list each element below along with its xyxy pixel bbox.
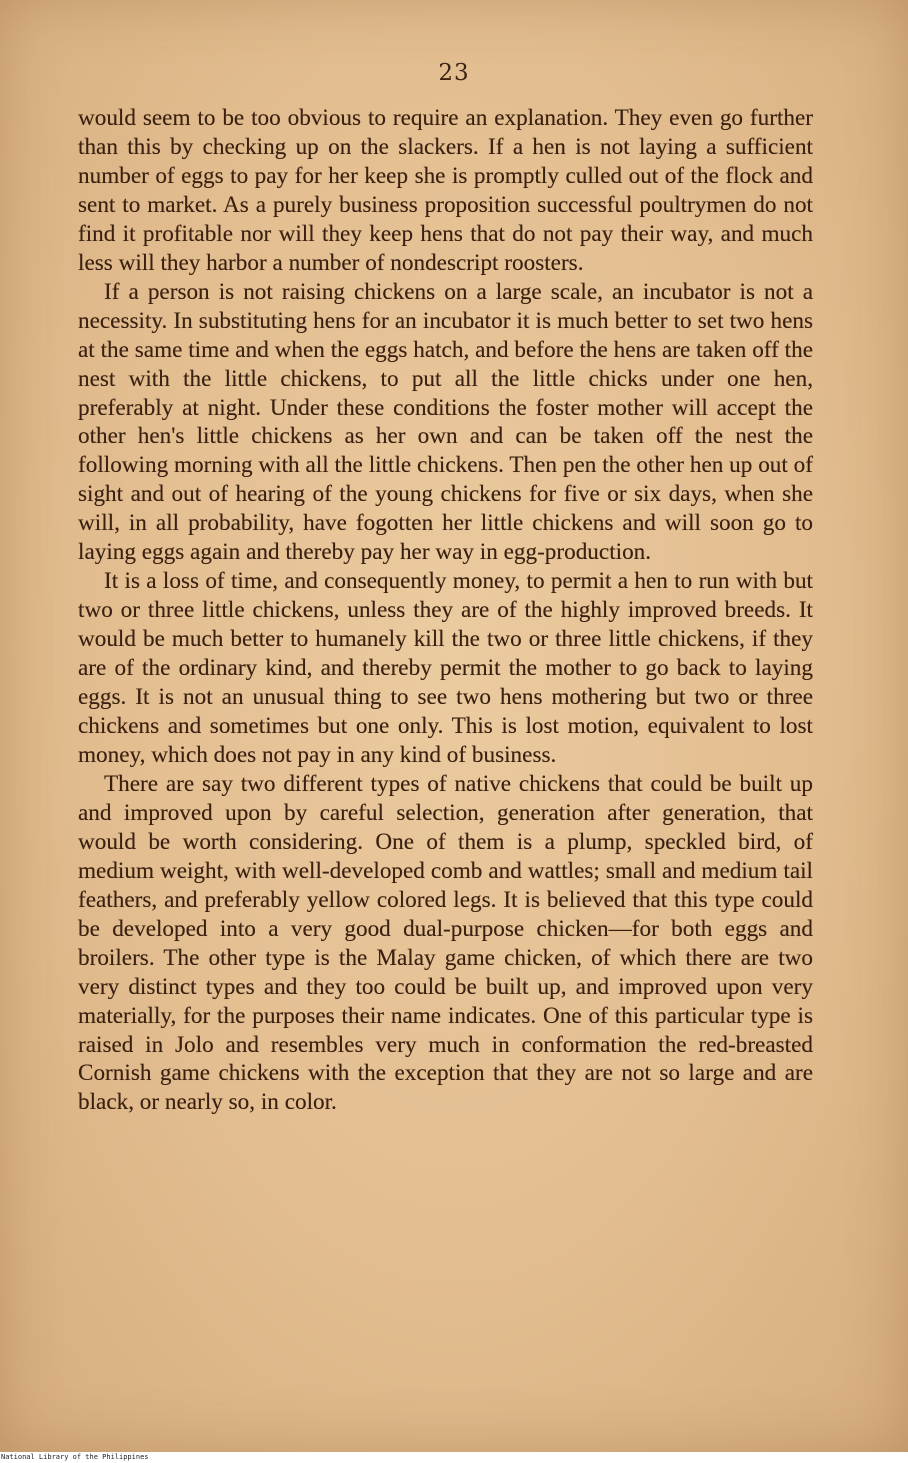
page-number: 23 (438, 60, 470, 86)
paragraph-1: would seem to be too obvious to require an explanation. They even go further than this by checking up on the slackers. If a hen is not laying a sufficient number of eggs to pay for her keep she is promptly culled out of the flock and sent to market. As a purely business proposition successful poultrymen do not find it profitable nor will they keep hens that do not pay their way, and much less will they harbor a number of nondescript roosters. (78, 105, 813, 276)
footer-bar (0, 1452, 908, 1463)
body-text (78, 104, 813, 1117)
paragraph-2: If a person is not raising chickens on a large scale, an incubator is not a necessity. In substituting hens for an incubator it is much better to set two hens at the same time and when the eggs hatch, and before the hens are taken off the nest with the little chickens, to put all the little chicks under one hen, preferably at night. Under these conditions the foster mother will accept the other hen's little chickens as her own and can be taken off the nest the following morning with all the little chickens. Then pen the other hen up out of sight and out of hearing of the young chickens for five or six days, when she will, in all probability, have fogotten her little chickens and will soon go to laying eggs again and thereby pay her way in egg-production. (78, 278, 813, 566)
library-credit: National Library of the Philippines (1, 1453, 149, 1461)
paragraph-3: It is a loss of time, and consequently money, to permit a hen to run with but two or three little chickens, unless they are of the highly improved breeds. It would be much better to humanely kill the two or three little chickens, if they are of the ordinary kind, and thereby permit the mother to go back to laying eggs. It is not an unusual thing to see two hens mothering but two or three chickens and sometimes but one only. This is lost motion, equivalent to lost money, which does not pay in any kind of business. (78, 568, 813, 768)
paragraph-4: There are say two different types of native chickens that could be built up and improved upon by careful selection, generation after generation, that would be worth considering. One of them is a plump, speckled bird, of medium weight, with well-developed comb and wattles; small and medium tail feathers, and preferably yellow colored legs. It is believed that this type could be developed into a very good dual-purpose chicken—for both eggs and broilers. The other type is the Malay game chicken, of which there are two very distinct types and they too could be built up, and improved upon very materially, for the purposes their name indicates. One of this particular type is raised in Jolo and resembles very much in conformation the red-breasted Cornish game chickens with the exception that they are not so large and are black, or nearly so, in color. (78, 770, 813, 1116)
